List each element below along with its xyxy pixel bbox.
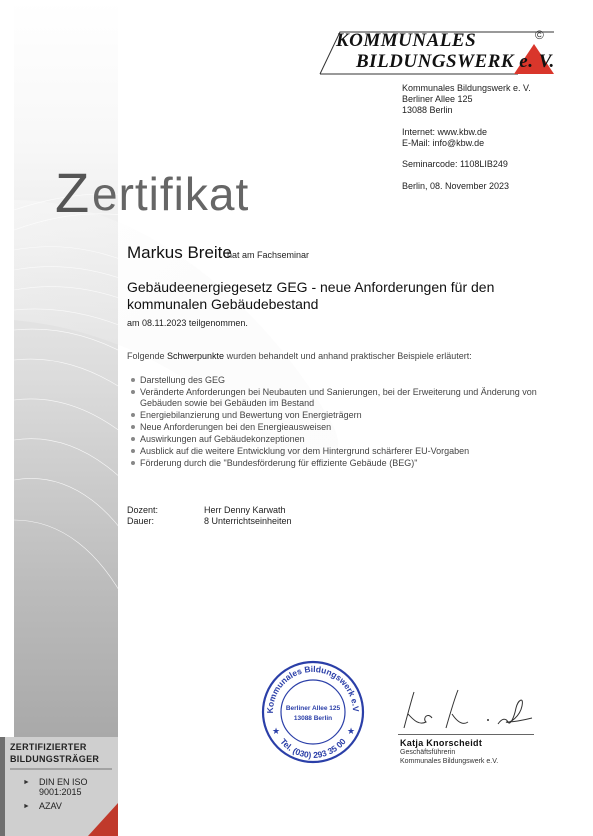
focus-intro	[127, 351, 472, 361]
address-city: 13088 Berlin	[402, 105, 453, 115]
address-street: Berliner Allee 125	[402, 94, 473, 104]
participant-name: Markus Breite	[127, 243, 232, 262]
address-email: E-Mail: info@kbw.de	[402, 138, 485, 148]
bullet-icon	[131, 390, 135, 394]
bullet-icon	[131, 461, 135, 465]
address-internet: Internet: www.kbw.de	[402, 127, 488, 137]
focus-intro-before: Folgende	[127, 351, 168, 361]
list-item	[127, 434, 537, 445]
focus-intro-after: wurden behandelt und anhand praktischer Beispiele erläutert:	[224, 351, 472, 361]
bullet-icon	[131, 378, 135, 382]
lecturer-value: Herr Denny Karwath	[204, 505, 286, 515]
topic-text: Auswirkungen auf Gebäudekonzeptionen	[140, 433, 305, 444]
title-initial: Z	[55, 161, 90, 224]
badge-title-line2: BILDUNGSTRÄGER	[10, 754, 100, 764]
topic-text: Neue Anforderungen bei den Energieausweisen	[140, 421, 332, 432]
star-icon: ★	[272, 726, 281, 736]
bullet-icon	[131, 413, 135, 417]
list-item	[127, 375, 537, 386]
arrow-icon: ►	[23, 779, 30, 786]
place-date: Berlin, 08. November 2023	[402, 181, 510, 191]
star-icon: ★	[347, 726, 356, 736]
topic-text: Energiebilanzierung und Bewertung von Energieträgern	[140, 409, 362, 420]
list-item	[127, 422, 537, 433]
list-item	[127, 387, 537, 408]
duration-label: Dauer:	[127, 516, 155, 526]
topic-text: Veränderte Anforderungen bei Neubauten und Sanierungen, bei der Erweiterung und Änderung von Gebäuden sowie bei Gebäuden im Bestand	[140, 387, 537, 408]
participant-after-text: hat am Fachseminar	[227, 250, 310, 260]
organization-stamp	[259, 658, 367, 766]
signature-line	[398, 734, 534, 735]
arrow-icon: ►	[23, 803, 30, 810]
bullet-icon	[131, 449, 135, 453]
participation-date: am 08.11.2023 teilgenommen.	[127, 318, 248, 328]
stamp-center-line2: 13088 Berlin	[293, 715, 333, 722]
topic-list	[127, 375, 537, 470]
duration-value: 8 Unterrichtseinheiten	[204, 516, 292, 526]
stamp-center-line1: Berliner Allee 125	[285, 705, 341, 712]
badge-item-iso-line2: 9001:2015	[39, 787, 82, 797]
badge-title-line1: ZERTIFIZIERTER	[10, 742, 87, 752]
signer-role: Geschäftsführerin	[400, 749, 456, 756]
stamp-ring-bottom: Tel. (030) 293 35 00	[278, 736, 348, 761]
logo-text-line2: BILDUNGSWERK e. V.	[356, 51, 555, 72]
seminar-code: Seminarcode: 1108LIB249	[402, 159, 508, 169]
title-rest: ertifikat	[92, 168, 250, 220]
logo-text-line1: KOMMUNALES	[336, 30, 477, 51]
badge-item-azav: AZAV	[39, 801, 62, 811]
seminar-title: Gebäudeenergiegesetz GEG - neue Anforderungen für den kommunalen Gebäudebestand	[127, 279, 495, 312]
list-item	[127, 410, 537, 421]
focus-intro-bold: Schwerpunkte	[167, 351, 225, 361]
list-item	[127, 458, 537, 469]
bullet-icon	[131, 437, 135, 441]
signer-organization: Kommunales Bildungswerk e.V.	[400, 758, 499, 765]
badge-item-iso-line1: DIN EN ISO	[39, 777, 88, 787]
topic-text: Darstellung des GEG	[140, 375, 226, 385]
list-item	[127, 446, 537, 457]
handwritten-signature	[398, 688, 538, 734]
copyright-mark: ©	[535, 28, 544, 42]
bullet-icon	[131, 425, 135, 429]
address-org: Kommunales Bildungswerk e. V.	[402, 83, 531, 93]
signer-name: Katja Knorscheidt	[400, 738, 483, 748]
stamp-ring-top: Kommunales Bildungswerk e.V	[264, 663, 362, 714]
topic-text: Förderung durch die "Bundesförderung für effiziente Gebäude (BEG)"	[140, 457, 418, 468]
lecturer-label: Dozent:	[127, 505, 159, 515]
topic-text: Ausblick auf die weitere Entwicklung vor dem Hintergrund schärferer EU-Vorgaben	[140, 445, 470, 456]
